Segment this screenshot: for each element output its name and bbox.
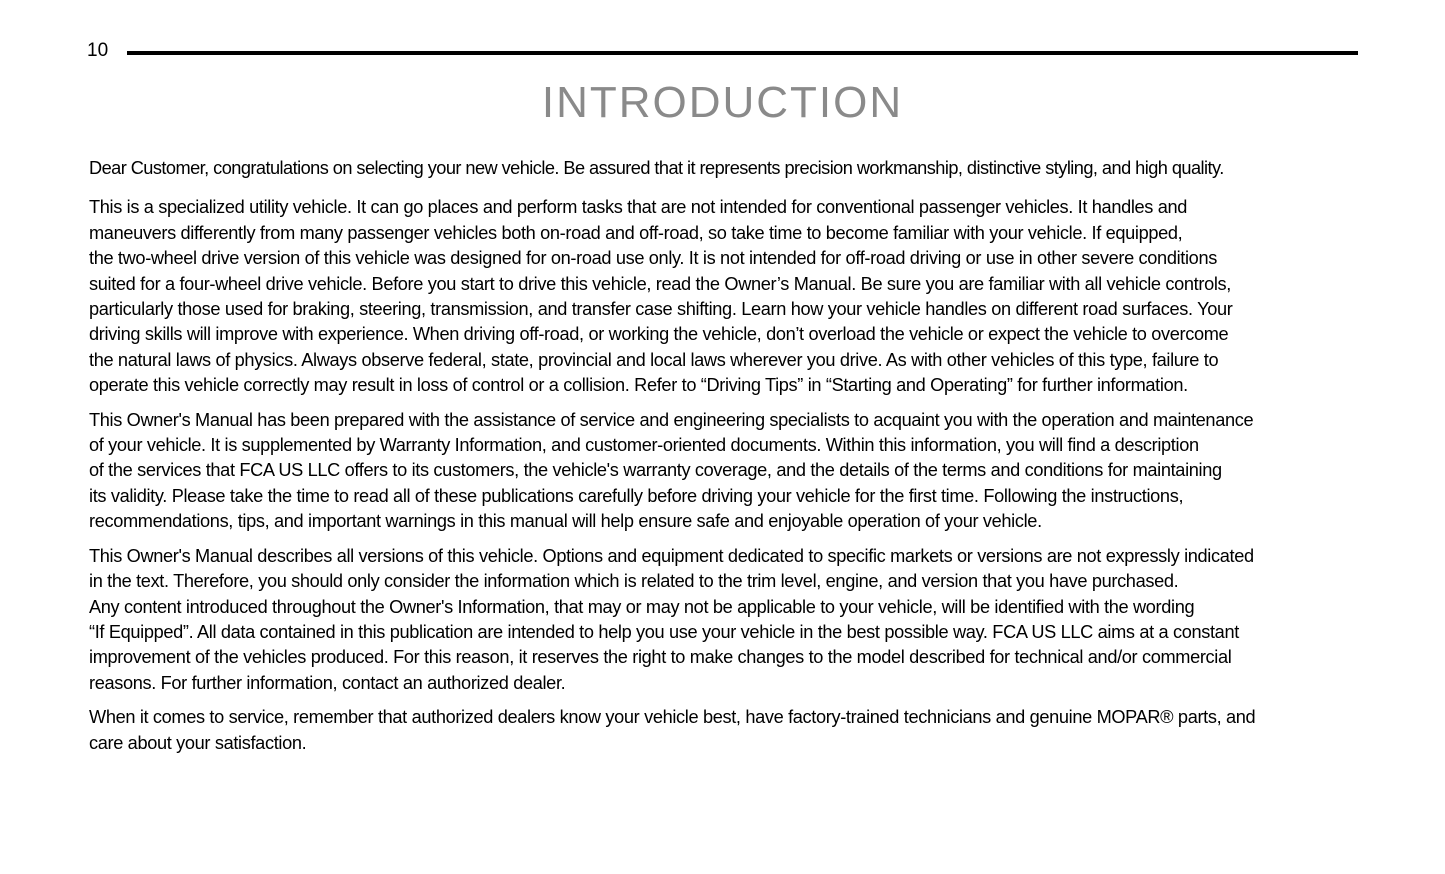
body-text xyxy=(89,156,1357,765)
page-number: 10 xyxy=(87,40,109,61)
header-rule xyxy=(127,51,1358,55)
page-header xyxy=(87,38,1359,64)
paragraph-service: When it comes to service, remember that authorized dealers know your vehicle best, have factory-trained technicians and genuine MOPAR® parts, and care about your satisfaction. xyxy=(89,707,1256,753)
paragraph-vehicle-description: This is a specialized utility vehicle. It can go places and perform tasks that are not intended for conventional passenger vehicles. It handles and maneuvers differently from many passenger vehicles both on-road and off-road, so take time to become familiar with your vehicle. If equipped, the two-wheel drive version of this vehicle was designed for on-road use only. It is not intended for off-road driving or use in other severe conditions suited for a four-wheel drive vehicle. Before you start to drive this vehicle, read the Owner’s Manual. Be sure you are familiar with all vehicle controls, particularly those used for braking, steering, transmission, and transfer case shifting. Learn how your vehicle handles on different road surfaces. Your driving skills will improve with experience. When driving off-road, or working the vehicle, don’t overload the vehicle or expect the vehicle to overcome the natural laws of physics. Always observe federal, state, provincial and local laws wherever you drive. As with other vehicles of this type, failure to operate this vehicle correctly may result in loss of control or a collision. Refer to “Driving Tips” in “Starting and Operating” for further information. xyxy=(89,197,1233,396)
paragraph-greeting: Dear Customer, congratulations on selecting your new vehicle. Be assured that it represents precision workmanship, distinctive styling, and high quality. xyxy=(89,158,1224,178)
paragraph-manual-versions: This Owner's Manual describes all versions of this vehicle. Options and equipment dedicated to specific markets or versions are not expressly indicated in the text. Therefore, you should only consider the information which is related to the trim level, engine, and version that you have purchased. Any content introduced throughout the Owner's Information, that may or may not be applicable to your vehicle, will be identified with the wording “If Equipped”. All data contained in this publication are intended to help you use your vehicle in the best possible way. FCA US LLC aims at a constant improvement of the vehicles produced. For this reason, it reserves the right to make changes to the model described for technical and/or commercial reasons. For further information, contact an authorized dealer. xyxy=(89,545,1254,693)
paragraph-manual-preparation: This Owner's Manual has been prepared with the assistance of service and engineering specialists to acquaint you with the operation and maintenance of your vehicle. It is supplemented by Warranty Information, and customer-oriented documents. Within this information, you will find a description of the services that FCA US LLC offers to its customers, the vehicle's warranty coverage, and the details of the terms and conditions for maintaining its validity. Please take the time to read all of these publications carefully before driving your vehicle for the first time. Following the instructions, recommendations, tips, and important warnings in this manual will help ensure safe and enjoyable operation of your vehicle. xyxy=(89,409,1254,532)
page-title: INTRODUCTION xyxy=(541,78,904,127)
